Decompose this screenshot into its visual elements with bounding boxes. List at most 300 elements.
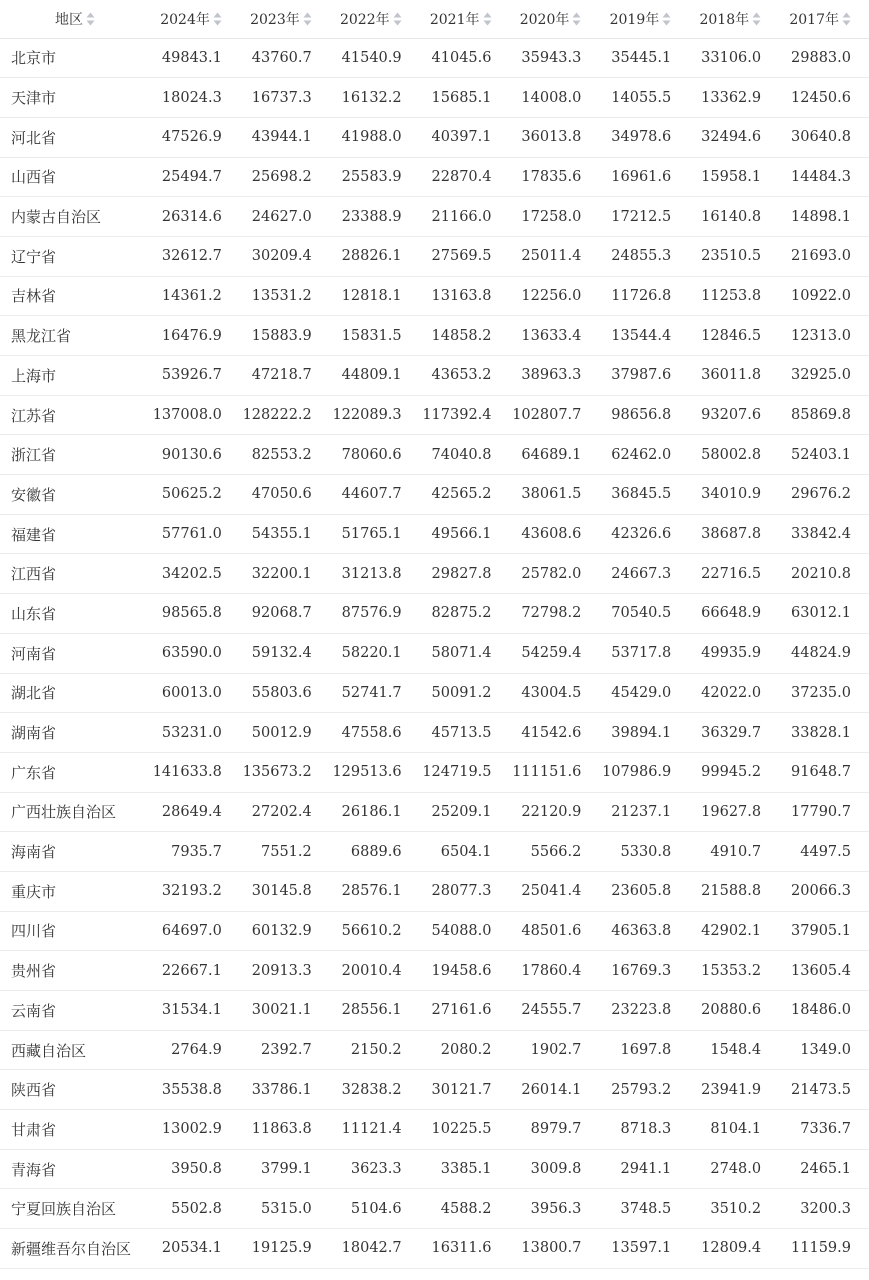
value-cell: 45429.0: [599, 673, 689, 713]
value-cell: 6889.6: [330, 832, 420, 872]
value-cell: 10225.5: [420, 1110, 510, 1150]
column-header-label: 地区: [55, 11, 83, 28]
value-cell: 43653.2: [420, 356, 510, 396]
value-cell: 8104.1: [689, 1110, 779, 1150]
value-cell: 58002.8: [689, 435, 779, 475]
value-cell: 14361.2: [150, 276, 240, 316]
value-cell: 30121.7: [420, 1070, 510, 1110]
value-cell: 17835.6: [510, 157, 600, 197]
value-cell: 85869.8: [779, 395, 869, 435]
region-cell: 甘肃省: [0, 1110, 150, 1150]
value-cell: 137008.0: [150, 395, 240, 435]
value-cell: 34978.6: [599, 117, 689, 157]
value-cell: 82875.2: [420, 594, 510, 634]
value-cell: 30209.4: [240, 236, 330, 276]
value-cell: 27161.6: [420, 991, 510, 1031]
value-cell: 42902.1: [689, 911, 779, 951]
value-cell: 16311.6: [420, 1229, 510, 1269]
table-row: [0, 1070, 869, 1110]
value-cell: 29827.8: [420, 554, 510, 594]
value-cell: 21166.0: [420, 197, 510, 237]
value-cell: 40397.1: [420, 117, 510, 157]
value-cell: 15883.9: [240, 316, 330, 356]
value-cell: 10922.0: [779, 276, 869, 316]
value-cell: 19125.9: [240, 1229, 330, 1269]
table-row: [0, 871, 869, 911]
region-cell: 河南省: [0, 633, 150, 673]
value-cell: 90130.6: [150, 435, 240, 475]
value-cell: 54355.1: [240, 514, 330, 554]
value-cell: 23223.8: [599, 991, 689, 1031]
column-header-year[interactable]: [779, 0, 869, 38]
value-cell: 78060.6: [330, 435, 420, 475]
value-cell: 12818.1: [330, 276, 420, 316]
region-cell: 天津市: [0, 78, 150, 118]
value-cell: 3623.3: [330, 1149, 420, 1189]
value-cell: 58220.1: [330, 633, 420, 673]
region-cell: 江苏省: [0, 395, 150, 435]
value-cell: 135673.2: [240, 752, 330, 792]
value-cell: 5330.8: [599, 832, 689, 872]
region-cell: 广西壮族自治区: [0, 792, 150, 832]
table-row: [0, 316, 869, 356]
value-cell: 72798.2: [510, 594, 600, 634]
value-cell: 12846.5: [689, 316, 779, 356]
value-cell: 28576.1: [330, 871, 420, 911]
value-cell: 23941.9: [689, 1070, 779, 1110]
table-row: [0, 475, 869, 515]
value-cell: 8718.3: [599, 1110, 689, 1150]
value-cell: 3510.2: [689, 1189, 779, 1229]
value-cell: 7336.7: [779, 1110, 869, 1150]
value-cell: 20210.8: [779, 554, 869, 594]
value-cell: 66648.9: [689, 594, 779, 634]
header-row: [0, 0, 869, 38]
value-cell: 52741.7: [330, 673, 420, 713]
value-cell: 41988.0: [330, 117, 420, 157]
value-cell: 63590.0: [150, 633, 240, 673]
value-cell: 27202.4: [240, 792, 330, 832]
value-cell: 49935.9: [689, 633, 779, 673]
value-cell: 3956.3: [510, 1189, 600, 1229]
value-cell: 33106.0: [689, 38, 779, 78]
value-cell: 53926.7: [150, 356, 240, 396]
value-cell: 49566.1: [420, 514, 510, 554]
region-cell: 广东省: [0, 752, 150, 792]
value-cell: 36013.8: [510, 117, 600, 157]
region-cell: 陕西省: [0, 1070, 150, 1110]
value-cell: 35538.8: [150, 1070, 240, 1110]
value-cell: 8979.7: [510, 1110, 600, 1150]
value-cell: 11121.4: [330, 1110, 420, 1150]
value-cell: 28077.3: [420, 871, 510, 911]
value-cell: 1349.0: [779, 1030, 869, 1070]
value-cell: 74040.8: [420, 435, 510, 475]
value-cell: 7935.7: [150, 832, 240, 872]
value-cell: 16737.3: [240, 78, 330, 118]
column-header-year[interactable]: [240, 0, 330, 38]
column-header-label: 2024年: [160, 11, 210, 28]
value-cell: 25583.9: [330, 157, 420, 197]
value-cell: 59132.4: [240, 633, 330, 673]
region-cell: 云南省: [0, 991, 150, 1031]
value-cell: 38687.8: [689, 514, 779, 554]
value-cell: 3748.5: [599, 1189, 689, 1229]
table-row: [0, 832, 869, 872]
value-cell: 56610.2: [330, 911, 420, 951]
value-cell: 28556.1: [330, 991, 420, 1031]
value-cell: 44607.7: [330, 475, 420, 515]
value-cell: 16140.8: [689, 197, 779, 237]
table-row: [0, 633, 869, 673]
value-cell: 15353.2: [689, 951, 779, 991]
value-cell: 25698.2: [240, 157, 330, 197]
value-cell: 20534.1: [150, 1229, 240, 1269]
region-cell: 吉林省: [0, 276, 150, 316]
column-header-year[interactable]: [599, 0, 689, 38]
value-cell: 107986.9: [599, 752, 689, 792]
table-row: [0, 276, 869, 316]
table-row: [0, 713, 869, 753]
value-cell: 15831.5: [330, 316, 420, 356]
value-cell: 3799.1: [240, 1149, 330, 1189]
sort-icon[interactable]: [213, 12, 222, 26]
table-row: [0, 514, 869, 554]
value-cell: 34010.9: [689, 475, 779, 515]
value-cell: 13163.8: [420, 276, 510, 316]
value-cell: 24555.7: [510, 991, 600, 1031]
value-cell: 5315.0: [240, 1189, 330, 1229]
value-cell: 13544.4: [599, 316, 689, 356]
value-cell: 13597.1: [599, 1229, 689, 1269]
value-cell: 17212.5: [599, 197, 689, 237]
table-row: [0, 1030, 869, 1070]
column-header-year[interactable]: [689, 0, 779, 38]
column-header-year[interactable]: [330, 0, 420, 38]
value-cell: 16961.6: [599, 157, 689, 197]
value-cell: 18042.7: [330, 1229, 420, 1269]
value-cell: 64697.0: [150, 911, 240, 951]
value-cell: 32838.2: [330, 1070, 420, 1110]
region-cell: 黑龙江省: [0, 316, 150, 356]
region-cell: 山东省: [0, 594, 150, 634]
table-row: [0, 792, 869, 832]
value-cell: 3200.3: [779, 1189, 869, 1229]
column-header-label: 2023年: [250, 11, 300, 28]
value-cell: 117392.4: [420, 395, 510, 435]
sort-icon[interactable]: [483, 12, 492, 26]
value-cell: 129513.6: [330, 752, 420, 792]
value-cell: 37987.6: [599, 356, 689, 396]
table-header: [0, 0, 869, 38]
region-cell: 山西省: [0, 157, 150, 197]
value-cell: 32612.7: [150, 236, 240, 276]
value-cell: 13633.4: [510, 316, 600, 356]
table-row: [0, 435, 869, 475]
value-cell: 2392.7: [240, 1030, 330, 1070]
value-cell: 1902.7: [510, 1030, 600, 1070]
value-cell: 33828.1: [779, 713, 869, 753]
value-cell: 50091.2: [420, 673, 510, 713]
value-cell: 22870.4: [420, 157, 510, 197]
value-cell: 21588.8: [689, 871, 779, 911]
value-cell: 33786.1: [240, 1070, 330, 1110]
value-cell: 34202.5: [150, 554, 240, 594]
table-row: [0, 594, 869, 634]
value-cell: 22716.5: [689, 554, 779, 594]
value-cell: 15685.1: [420, 78, 510, 118]
value-cell: 49843.1: [150, 38, 240, 78]
region-cell: 安徽省: [0, 475, 150, 515]
value-cell: 5566.2: [510, 832, 600, 872]
column-header-region[interactable]: [0, 0, 150, 38]
value-cell: 50625.2: [150, 475, 240, 515]
value-cell: 21473.5: [779, 1070, 869, 1110]
value-cell: 55803.6: [240, 673, 330, 713]
value-cell: 21237.1: [599, 792, 689, 832]
value-cell: 42022.0: [689, 673, 779, 713]
value-cell: 12450.6: [779, 78, 869, 118]
value-cell: 25793.2: [599, 1070, 689, 1110]
region-cell: 贵州省: [0, 951, 150, 991]
value-cell: 37235.0: [779, 673, 869, 713]
value-cell: 20010.4: [330, 951, 420, 991]
value-cell: 39894.1: [599, 713, 689, 753]
value-cell: 23605.8: [599, 871, 689, 911]
sort-icon[interactable]: [842, 12, 851, 26]
value-cell: 4497.5: [779, 832, 869, 872]
value-cell: 141633.8: [150, 752, 240, 792]
value-cell: 62462.0: [599, 435, 689, 475]
value-cell: 58071.4: [420, 633, 510, 673]
region-cell: 重庆市: [0, 871, 150, 911]
value-cell: 4588.2: [420, 1189, 510, 1229]
value-cell: 2150.2: [330, 1030, 420, 1070]
region-cell: 青海省: [0, 1149, 150, 1189]
column-header-label: 2018年: [699, 11, 750, 28]
column-header-year[interactable]: [420, 0, 510, 38]
value-cell: 14055.5: [599, 78, 689, 118]
value-cell: 35943.3: [510, 38, 600, 78]
value-cell: 13800.7: [510, 1229, 600, 1269]
value-cell: 46363.8: [599, 911, 689, 951]
value-cell: 102807.7: [510, 395, 600, 435]
sort-icon[interactable]: [752, 12, 761, 26]
value-cell: 16476.9: [150, 316, 240, 356]
region-cell: 浙江省: [0, 435, 150, 475]
value-cell: 31534.1: [150, 991, 240, 1031]
value-cell: 18024.3: [150, 78, 240, 118]
column-header-label: 2022年: [339, 11, 390, 28]
value-cell: 1697.8: [599, 1030, 689, 1070]
value-cell: 128222.2: [240, 395, 330, 435]
value-cell: 11159.9: [779, 1229, 869, 1269]
value-cell: 50012.9: [240, 713, 330, 753]
value-cell: 16769.3: [599, 951, 689, 991]
column-header-label: 2020年: [519, 11, 570, 28]
region-cell: 河北省: [0, 117, 150, 157]
region-cell: 西藏自治区: [0, 1030, 150, 1070]
region-cell: 辽宁省: [0, 236, 150, 276]
region-cell: 四川省: [0, 911, 150, 951]
value-cell: 14858.2: [420, 316, 510, 356]
value-cell: 53231.0: [150, 713, 240, 753]
value-cell: 43760.7: [240, 38, 330, 78]
value-cell: 87576.9: [330, 594, 420, 634]
value-cell: 25041.4: [510, 871, 600, 911]
value-cell: 5502.8: [150, 1189, 240, 1229]
value-cell: 11253.8: [689, 276, 779, 316]
value-cell: 2748.0: [689, 1149, 779, 1189]
value-cell: 24667.3: [599, 554, 689, 594]
table-row: [0, 395, 869, 435]
table-body: [0, 38, 869, 1268]
value-cell: 27569.5: [420, 236, 510, 276]
value-cell: 36845.5: [599, 475, 689, 515]
value-cell: 54259.4: [510, 633, 600, 673]
value-cell: 3009.8: [510, 1149, 600, 1189]
region-cell: 上海市: [0, 356, 150, 396]
value-cell: 31213.8: [330, 554, 420, 594]
value-cell: 36329.7: [689, 713, 779, 753]
value-cell: 122089.3: [330, 395, 420, 435]
value-cell: 32925.0: [779, 356, 869, 396]
value-cell: 82553.2: [240, 435, 330, 475]
value-cell: 2764.9: [150, 1030, 240, 1070]
value-cell: 24855.3: [599, 236, 689, 276]
region-cell: 福建省: [0, 514, 150, 554]
region-cell: 海南省: [0, 832, 150, 872]
value-cell: 29676.2: [779, 475, 869, 515]
value-cell: 32200.1: [240, 554, 330, 594]
value-cell: 98565.8: [150, 594, 240, 634]
value-cell: 25782.0: [510, 554, 600, 594]
value-cell: 41540.9: [330, 38, 420, 78]
value-cell: 60013.0: [150, 673, 240, 713]
table-row: [0, 1110, 869, 1150]
value-cell: 43944.1: [240, 117, 330, 157]
value-cell: 13531.2: [240, 276, 330, 316]
table-row: [0, 911, 869, 951]
value-cell: 11726.8: [599, 276, 689, 316]
sort-icon[interactable]: [86, 12, 95, 26]
value-cell: 38061.5: [510, 475, 600, 515]
value-cell: 70540.5: [599, 594, 689, 634]
value-cell: 13002.9: [150, 1110, 240, 1150]
table-row: [0, 157, 869, 197]
value-cell: 28649.4: [150, 792, 240, 832]
table-row: [0, 991, 869, 1031]
value-cell: 12313.0: [779, 316, 869, 356]
value-cell: 42326.6: [599, 514, 689, 554]
table-row: [0, 356, 869, 396]
value-cell: 20913.3: [240, 951, 330, 991]
column-header-label: 2017年: [789, 11, 839, 28]
table-row: [0, 197, 869, 237]
value-cell: 44824.9: [779, 633, 869, 673]
value-cell: 26314.6: [150, 197, 240, 237]
value-cell: 25209.1: [420, 792, 510, 832]
value-cell: 22120.9: [510, 792, 600, 832]
value-cell: 11863.8: [240, 1110, 330, 1150]
value-cell: 13362.9: [689, 78, 779, 118]
value-cell: 2080.2: [420, 1030, 510, 1070]
column-header-year[interactable]: [150, 0, 240, 38]
region-cell: 江西省: [0, 554, 150, 594]
value-cell: 19458.6: [420, 951, 510, 991]
table-row: [0, 117, 869, 157]
sort-icon[interactable]: [662, 12, 671, 26]
value-cell: 98656.8: [599, 395, 689, 435]
value-cell: 47558.6: [330, 713, 420, 753]
value-cell: 33842.4: [779, 514, 869, 554]
sort-icon[interactable]: [303, 12, 312, 26]
column-header-label: 2021年: [429, 11, 480, 28]
value-cell: 22667.1: [150, 951, 240, 991]
value-cell: 1548.4: [689, 1030, 779, 1070]
value-cell: 5104.6: [330, 1189, 420, 1229]
value-cell: 4910.7: [689, 832, 779, 872]
table-row: [0, 38, 869, 78]
region-cell: 宁夏回族自治区: [0, 1189, 150, 1229]
value-cell: 26014.1: [510, 1070, 600, 1110]
value-cell: 48501.6: [510, 911, 600, 951]
region-cell: 新疆维吾尔自治区: [0, 1229, 150, 1269]
table-row: [0, 1229, 869, 1269]
value-cell: 111151.6: [510, 752, 600, 792]
value-cell: 26186.1: [330, 792, 420, 832]
value-cell: 37905.1: [779, 911, 869, 951]
value-cell: 91648.7: [779, 752, 869, 792]
value-cell: 38963.3: [510, 356, 600, 396]
value-cell: 7551.2: [240, 832, 330, 872]
value-cell: 16132.2: [330, 78, 420, 118]
value-cell: 23510.5: [689, 236, 779, 276]
value-cell: 14008.0: [510, 78, 600, 118]
sort-icon[interactable]: [393, 12, 402, 26]
value-cell: 14898.1: [779, 197, 869, 237]
column-header-year[interactable]: [510, 0, 600, 38]
value-cell: 60132.9: [240, 911, 330, 951]
region-cell: 北京市: [0, 38, 150, 78]
value-cell: 19627.8: [689, 792, 779, 832]
value-cell: 18486.0: [779, 991, 869, 1031]
value-cell: 3950.8: [150, 1149, 240, 1189]
value-cell: 2941.1: [599, 1149, 689, 1189]
value-cell: 24627.0: [240, 197, 330, 237]
value-cell: 41045.6: [420, 38, 510, 78]
value-cell: 30640.8: [779, 117, 869, 157]
value-cell: 32494.6: [689, 117, 779, 157]
value-cell: 28826.1: [330, 236, 420, 276]
value-cell: 32193.2: [150, 871, 240, 911]
value-cell: 20880.6: [689, 991, 779, 1031]
value-cell: 20066.3: [779, 871, 869, 911]
sort-icon[interactable]: [572, 12, 581, 26]
value-cell: 54088.0: [420, 911, 510, 951]
column-header-label: 2019年: [609, 11, 660, 28]
value-cell: 43004.5: [510, 673, 600, 713]
table-row: [0, 236, 869, 276]
value-cell: 53717.8: [599, 633, 689, 673]
value-cell: 36011.8: [689, 356, 779, 396]
value-cell: 17790.7: [779, 792, 869, 832]
region-cell: 湖南省: [0, 713, 150, 753]
table-row: [0, 1189, 869, 1229]
value-cell: 45713.5: [420, 713, 510, 753]
value-cell: 6504.1: [420, 832, 510, 872]
value-cell: 47218.7: [240, 356, 330, 396]
